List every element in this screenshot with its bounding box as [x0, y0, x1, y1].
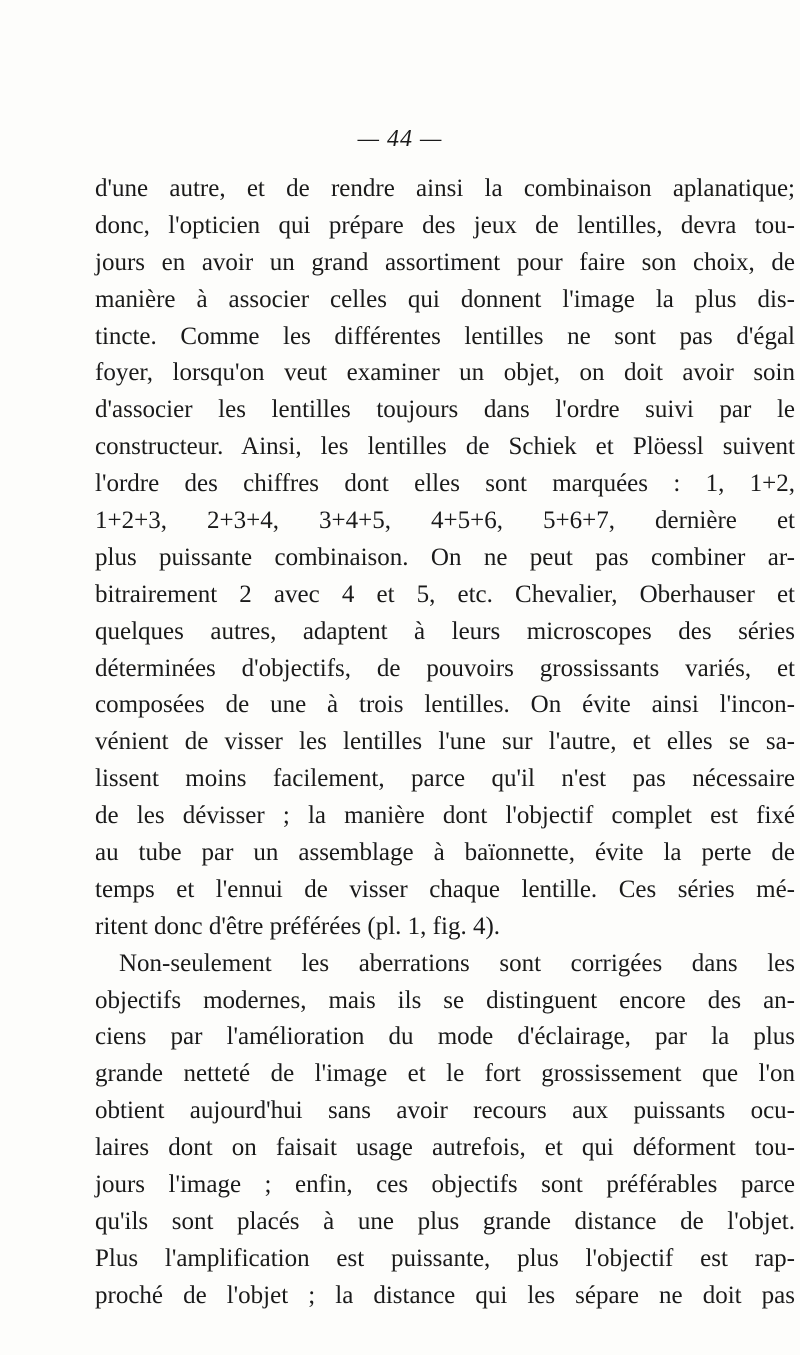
text-line: temps et l'ennui de visser chaque lentille. Ces séries mé- [95, 875, 795, 903]
text-line: grande netteté de l'image et le fort grossissement que l'on [95, 1060, 795, 1088]
text-line: ciens par l'amélioration du mode d'éclairage, par la plus [95, 1023, 795, 1051]
text-line: d'associer les lentilles toujours dans l'ordre suivi par le [95, 396, 795, 424]
text-line: déterminées d'objectifs, de pouvoirs grossissants variés, et [95, 654, 795, 682]
body-text [95, 171, 795, 1315]
text-line: d'une autre, et de rendre ainsi la combinaison aplanatique; [95, 175, 795, 202]
text-line: lissent moins facilement, parce qu'il n'est pas nécessaire [95, 765, 795, 793]
text-line: tincte. Comme les différentes lentilles ne sont pas d'égal [95, 322, 795, 350]
text-line: quelques autres, adaptent à leurs microscopes des séries [95, 617, 795, 645]
text-line: proché de l'objet ; la distance qui les sépare ne doit pas [95, 1281, 795, 1309]
text-line: plus puissante combinaison. On ne peut pas combiner ar- [95, 543, 795, 571]
text-line: constructeur. Ainsi, les lentilles de Schiek et Plöessl suivent [95, 433, 795, 461]
text-line: qu'ils sont placés à une plus grande distance de l'objet. [95, 1207, 795, 1235]
text-line: composées de une à trois lentilles. On évite ainsi l'incon- [95, 691, 795, 719]
text-line: ritent donc d'être préférées (pl. 1, fig. 4). [95, 912, 501, 940]
text-line: bitrairement 2 avec 4 et 5, etc. Chevalier, Oberhauser et [95, 580, 795, 608]
text-line: obtient aujourd'hui sans avoir recours aux puissants ocu- [95, 1097, 795, 1125]
text-line: au tube par un assemblage à baïonnette, évite la perte de [95, 839, 795, 867]
text-line: vénient de visser les lentilles l'une sur l'autre, et elles se sa- [95, 728, 795, 756]
text-line: foyer, lorsqu'on veut examiner un objet, on doit avoir soin [95, 359, 795, 387]
text-line: objectifs modernes, mais ils se distinguent encore des an- [95, 986, 795, 1014]
text-line: de les dévisser ; la manière dont l'objectif complet est fixé [95, 802, 795, 830]
text-line: 1+2+3, 2+3+4, 3+4+5, 4+5+6, 5+6+7, dernière et [95, 507, 795, 535]
text-line: jours en avoir un grand assortiment pour faire son choix, de [95, 248, 795, 276]
text-line: jours l'image ; enfin, ces objectifs sont préférables parce [95, 1171, 795, 1199]
text-line: donc, l'opticien qui prépare des jeux de lentilles, devra tou- [95, 211, 795, 239]
text-line: laires dont on faisait usage autrefois, et qui déforment tou- [95, 1134, 795, 1162]
text-line: Non-seulement les aberrations sont corrigées dans les [119, 949, 795, 977]
page-number: — 44 — [357, 126, 443, 152]
text-line: Plus l'amplification est puissante, plus l'objectif est rap- [95, 1244, 795, 1272]
text-line: manière à associer celles qui donnent l'image la plus dis- [95, 285, 795, 313]
text-line: l'ordre des chiffres dont elles sont marquées : 1, 1+2, [95, 470, 795, 498]
